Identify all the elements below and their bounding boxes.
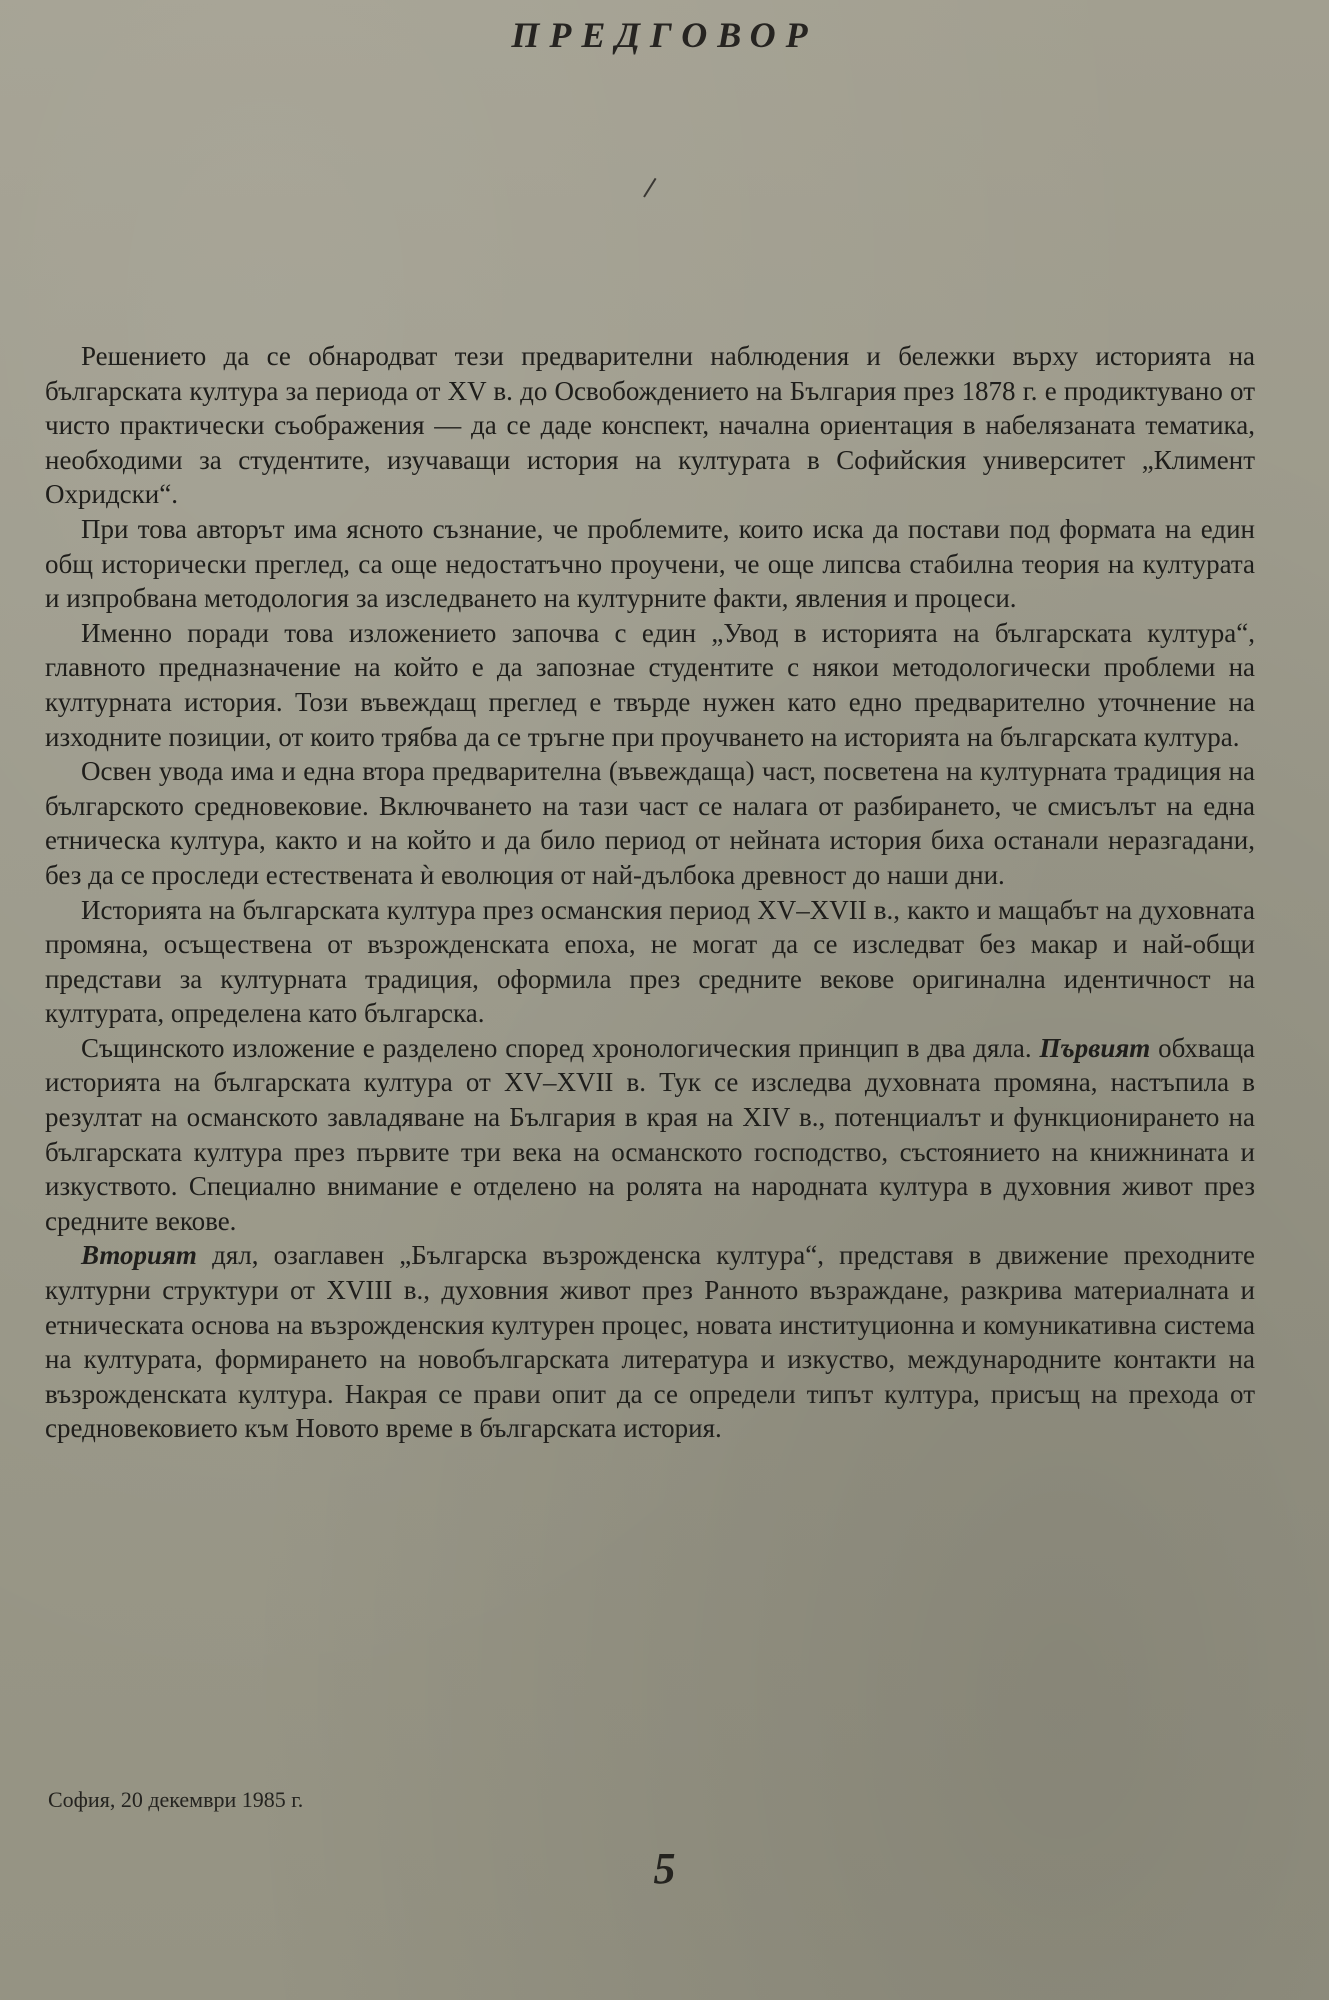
paragraph-7-rest: дял, озаглавен „Българска възрожденска култура“, представя в движение преходните културни структури от XVIII в., духовния живот през Ранното възраждане, разкрива материалната и етническата основа на възрожденския културен процес, новата институционна и комуникативна система на културата, формирането на новобългарската литература и изкуство, международните контакти на възрожденската култура. Накрая се прави опит да се определи типът култура, присъщ на прехода от средновековието към Новото време в българската история. bbox=[45, 1240, 1255, 1444]
paragraph-2: При това авторът има ясното съзнание, че проблемите, които иска да постави под формата на един общ исторически преглед, са още недостатъчно проучени, че още липсва стабилна теория на културата и изпробвана методология за изследването на културните факти, явления и процеси. bbox=[45, 513, 1255, 614]
pencil-mark bbox=[643, 178, 656, 198]
paragraph-6-lead: Същинското изложение е разделено според хронологическия принцип в два дяла. bbox=[81, 1032, 1040, 1063]
paragraph-7 bbox=[45, 1238, 1255, 1446]
paragraph-6-emphasis: Първият bbox=[1039, 1032, 1151, 1063]
preface-body bbox=[45, 339, 1255, 1446]
paragraph-6-rest: обхваща историята на българската култура от XV–XVII в. Тук се изследва духовната промяна, настъпила в резултат на османското завладяване на България в края на XIV в., потенциалът и функционирането на българската култура през първите три века на османското господство, състоянието на книжнината и изкуството. Специално внимание е отделено на ролята на народната култура в духовния живот през средните векове. bbox=[45, 1032, 1255, 1236]
paragraph-4: Освен увода има и една втора предварителна (въвеждаща) част, посветена на културната традиция на българското средновековие. Включването на тази част се налага от разбирането, че смисълът на една етническа култура, както и на който и да било период от нейната история биха останали неразгадани, без да се проследи естествената ѝ еволюция от най-дълбока древност до наши дни. bbox=[45, 756, 1255, 890]
page-number: 5 bbox=[653, 1844, 676, 1893]
paragraph-1: Решението да се обнародват тези предварителни наблюдения и бележки върху историята на българската култура за периода от XV в. до Освобождението на България през 1878 г. е продиктувано от чисто практически съображения — да се даде конспект, начална ориентация в набелязаната тематика, необходими за студентите, изучаващи история на културата в Софийския университет „Климент Охридски“. bbox=[45, 341, 1255, 510]
page-title: ПРЕДГОВОР bbox=[511, 15, 818, 55]
dateline: София, 20 декември 1985 г. bbox=[48, 1787, 304, 1812]
paragraph-3: Именно поради това изложението започва с един „Увод в историята на българската култура“, главното предназначение на който е да запознае студентите с някои методологически проблеми на културната история. Този въвеждащ преглед е твърде нужен като едно предварително уточнение на изходните позиции, от които трябва да се тръгне при проучването на историята на българската култура. bbox=[45, 617, 1255, 752]
paragraph-6 bbox=[45, 1031, 1255, 1239]
paragraph-5: Историята на българската култура през османския период XV–XVII в., както и мащабът на духовната промяна, осъществена от възрожденската епоха, не могат да се изследват без макар и най-общи представи за културната традиция, оформила през средните векове оригинална идентичност на културата, определена като българска. bbox=[45, 894, 1255, 1029]
paragraph-7-emphasis: Вторият bbox=[81, 1240, 197, 1271]
